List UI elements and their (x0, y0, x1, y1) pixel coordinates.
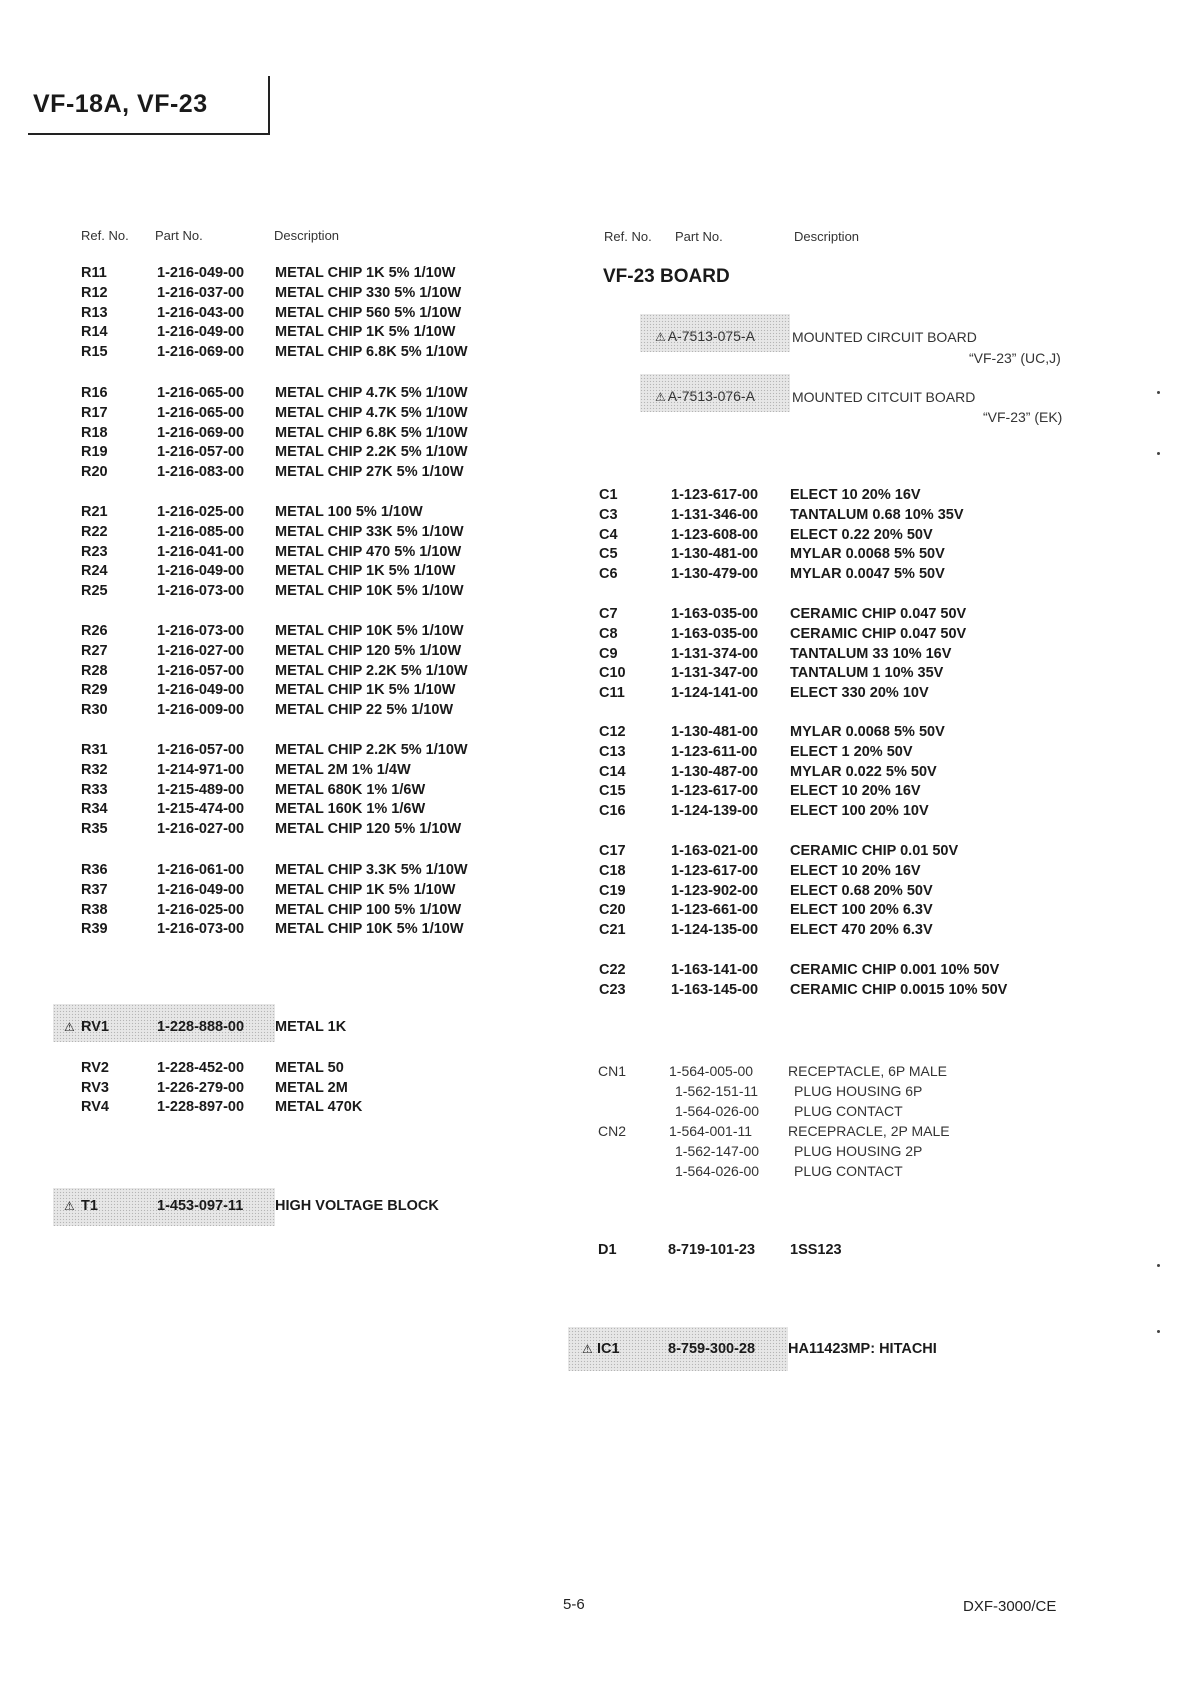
description: METAL CHIP 22 5% 1/10W (275, 702, 454, 719)
part-no: 1-163-021-00 (671, 843, 759, 859)
ref-no: C16 (599, 803, 626, 820)
description: ELECT 0.22 20% 50V (790, 526, 933, 543)
part-no: 1-226-279-00 (157, 1079, 245, 1096)
part-no: 1-216-057-00 (157, 662, 245, 679)
part-no: 1-216-037-00 (157, 284, 245, 301)
description: TANTALUM 1 10% 35V (790, 665, 944, 682)
part-no: 1-131-374-00 (671, 645, 759, 662)
ref-no: R20 (81, 464, 108, 481)
description: METAL CHIP 470 5% 1/10W (275, 543, 462, 560)
part-no: 1-216-049-00 (157, 265, 245, 281)
part-row-ic1 (0, 1339, 1190, 1359)
ref-no: R34 (81, 801, 108, 818)
ref-no: C4 (599, 526, 618, 543)
part-no: 1-216-083-00 (157, 464, 245, 481)
ref-no: R36 (81, 862, 108, 878)
part-no: 1-123-617-00 (671, 783, 759, 800)
description: METAL CHIP 10K 5% 1/10W (275, 921, 464, 938)
warning-icon: ⚠ (582, 1342, 593, 1356)
ref-no: C9 (599, 645, 618, 662)
ref-no: R13 (81, 304, 108, 321)
description: METAL CHIP 1K 5% 1/10W (275, 682, 456, 699)
part-no: 1-562-147-00 (675, 1143, 760, 1159)
part-row-rv1 (0, 1017, 600, 1037)
part-row (0, 525, 1190, 545)
ref-no: R30 (81, 702, 108, 719)
part-no: 1-123-608-00 (671, 526, 759, 543)
part-row (0, 581, 1190, 601)
ref-no: R22 (81, 523, 108, 540)
description: METAL CHIP 27K 5% 1/10W (275, 464, 464, 481)
part-no: 1-215-489-00 (157, 781, 245, 798)
part-row (0, 1101, 1190, 1121)
description: CERAMIC CHIP 0.01 50V (790, 843, 959, 859)
ref-no: C5 (599, 546, 618, 563)
description: METAL 1K (275, 1019, 347, 1035)
model-number: DXF-3000/CE (963, 1598, 1057, 1615)
description: METAL CHIP 6.8K 5% 1/10W (275, 344, 468, 361)
part-row (0, 1161, 1190, 1181)
punch-mark (1157, 452, 1160, 455)
description: METAL CHIP 100 5% 1/10W (275, 901, 462, 918)
ref-no: C8 (599, 625, 618, 642)
ref-no: R27 (81, 642, 108, 659)
part-row (0, 624, 1190, 644)
part-row (0, 881, 1190, 901)
part-no: 1-130-479-00 (671, 566, 759, 583)
part-no: 1-453-097-11 (157, 1198, 244, 1214)
part-row (0, 604, 1190, 624)
ref-no: R32 (81, 761, 108, 778)
part-no: 1-124-141-00 (671, 685, 759, 702)
description: HIGH VOLTAGE BLOCK (275, 1198, 439, 1214)
description: ELECT 10 20% 16V (790, 487, 921, 503)
board-row-2 (655, 388, 755, 404)
section-title: VF-23 BOARD (603, 266, 730, 287)
part-no: 1-131-347-00 (671, 665, 759, 682)
board-variant-1: “VF-23” (UC,J) (969, 350, 1061, 366)
ref-no: C1 (599, 487, 618, 503)
ref-no: R15 (81, 344, 108, 361)
ref-no: R19 (81, 444, 108, 461)
part-no: 1-216-069-00 (157, 424, 245, 441)
part-no: 1-215-474-00 (157, 801, 245, 818)
part-no: 1-216-057-00 (157, 742, 245, 758)
description: METAL CHIP 2.2K 5% 1/10W (275, 444, 468, 461)
ref-no: RV4 (81, 1099, 109, 1115)
part-no: 1-124-135-00 (671, 922, 759, 939)
part-no: 1-216-009-00 (157, 702, 245, 719)
part-no: 1-216-049-00 (157, 324, 245, 341)
header-desc-right: Description (794, 229, 860, 244)
description: HA11423MP: HITACHI (788, 1341, 937, 1357)
part-no: 1-123-661-00 (671, 902, 759, 919)
part-no: 1-562-151-11 (675, 1083, 759, 1099)
part-no: 1-216-049-00 (157, 682, 245, 699)
ref-no: CN2 (598, 1123, 627, 1139)
part-no: 1-228-888-00 (157, 1019, 245, 1035)
description: ELECT 470 20% 6.3V (790, 922, 933, 939)
header-desc-left: Description (274, 228, 340, 243)
description: ELECT 1 20% 50V (790, 743, 913, 760)
description: METAL CHIP 4.7K 5% 1/10W (275, 404, 468, 421)
part-no: 1-123-611-00 (671, 743, 758, 760)
part-no: 1-124-139-00 (671, 803, 759, 820)
description: MYLAR 0.0068 5% 50V (790, 724, 945, 740)
part-row (0, 1141, 1190, 1161)
ref-no: R17 (81, 404, 108, 421)
ref-no: C19 (599, 882, 626, 899)
ref-no: R29 (81, 682, 108, 699)
part-no: 1-216-069-00 (157, 344, 245, 361)
description: ELECT 0.68 20% 50V (790, 882, 933, 899)
part-no: 1-228-897-00 (157, 1099, 245, 1115)
part-row (0, 442, 1190, 462)
ref-no: R33 (81, 781, 108, 798)
part-no: 1-123-617-00 (671, 487, 759, 503)
description: METAL 50 (275, 1060, 344, 1076)
description: METAL CHIP 1K 5% 1/10W (275, 881, 456, 898)
part-no: A-7513-075-A (667, 328, 755, 344)
part-no: 8-759-300-28 (668, 1341, 756, 1357)
part-row (0, 283, 1190, 303)
ref-no: R38 (81, 901, 108, 918)
ref-no: IC1 (597, 1341, 620, 1357)
page-title: VF-18A, VF-23 (33, 90, 208, 118)
part-row (0, 505, 1190, 525)
description: ELECT 10 20% 16V (790, 862, 921, 879)
description: 1SS123 (790, 1242, 842, 1258)
description: METAL 160K 1% 1/6W (275, 801, 426, 818)
description: ELECT 10 20% 16V (790, 783, 921, 800)
part-no: 1-131-346-00 (671, 506, 759, 523)
part-row (0, 801, 1190, 821)
description: METAL CHIP 2.2K 5% 1/10W (275, 742, 468, 758)
description: MYLAR 0.022 5% 50V (790, 763, 937, 780)
description: METAL CHIP 1K 5% 1/10W (275, 563, 456, 580)
part-no: 1-216-027-00 (157, 821, 245, 838)
part-no: 1-130-487-00 (671, 763, 759, 780)
ref-no: C7 (599, 606, 618, 622)
ref-no: R31 (81, 742, 108, 758)
part-row (0, 303, 1190, 323)
part-no: 1-216-085-00 (157, 523, 245, 540)
part-no: 1-228-452-00 (157, 1060, 245, 1076)
description: METAL 470K (275, 1099, 363, 1115)
part-no: 1-216-049-00 (157, 881, 245, 898)
ref-no: R18 (81, 424, 108, 441)
ref-no: R23 (81, 543, 108, 560)
description: METAL CHIP 120 5% 1/10W (275, 642, 462, 659)
part-no: 1-216-061-00 (157, 862, 245, 878)
part-row (0, 781, 1190, 801)
description: METAL CHIP 33K 5% 1/10W (275, 523, 464, 540)
part-no: 1-163-035-00 (671, 625, 759, 642)
part-row (0, 841, 1190, 861)
part-no: 8-719-101-23 (668, 1242, 756, 1258)
description: TANTALUM 33 10% 16V (790, 645, 952, 662)
part-row (0, 644, 1190, 664)
description: METAL CHIP 10K 5% 1/10W (275, 623, 464, 639)
description: METAL CHIP 6.8K 5% 1/10W (275, 424, 468, 441)
ref-no: C15 (599, 783, 626, 800)
ref-no: C18 (599, 862, 626, 879)
description: PLUG HOUSING 6P (794, 1083, 923, 1099)
description: METAL CHIP 3.3K 5% 1/10W (275, 862, 468, 878)
part-row (0, 462, 1190, 482)
part-no: 1-564-026-00 (675, 1163, 760, 1179)
part-row (0, 1121, 1190, 1141)
description: PLUG HOUSING 2P (794, 1143, 923, 1159)
part-no: 1-216-065-00 (157, 385, 245, 401)
header-ref-right: Ref. No. (604, 229, 652, 244)
ref-no: R21 (81, 504, 108, 520)
part-row (0, 263, 1190, 283)
description: TANTALUM 0.68 10% 35V (790, 506, 964, 523)
warning-icon: ⚠ (64, 1199, 75, 1213)
part-no: 1-123-617-00 (671, 862, 759, 879)
description: METAL CHIP 1K 5% 1/10W (275, 324, 456, 341)
title-underline (28, 133, 270, 135)
ref-no: R25 (81, 583, 108, 600)
ref-no: D1 (598, 1242, 617, 1258)
part-no: 1-216-065-00 (157, 404, 245, 421)
ref-no: C20 (599, 902, 626, 919)
part-row (0, 861, 1190, 881)
description: ELECT 100 20% 10V (790, 803, 929, 820)
description: METAL 2M (275, 1079, 348, 1096)
description: CERAMIC CHIP 0.0015 10% 50V (790, 981, 1008, 998)
ref-no: C17 (599, 843, 626, 859)
part-row (0, 1061, 1190, 1081)
part-row (0, 485, 1190, 505)
ref-no: C21 (599, 922, 626, 939)
description: METAL CHIP 4.7K 5% 1/10W (275, 385, 468, 401)
part-row (0, 900, 1190, 920)
description: CERAMIC CHIP 0.047 50V (790, 606, 967, 622)
ref-no: R16 (81, 385, 108, 401)
ref-no: R37 (81, 881, 108, 898)
part-no: 1-216-073-00 (157, 623, 245, 639)
part-no: 1-216-073-00 (157, 583, 245, 600)
ref-no: C23 (599, 981, 626, 998)
part-no: 1-130-481-00 (671, 724, 759, 740)
description: CERAMIC CHIP 0.001 10% 50V (790, 962, 1000, 978)
header-ref-left: Ref. No. (81, 228, 129, 243)
part-no: 1-163-141-00 (671, 962, 759, 978)
description: RECEPTACLE, 6P MALE (788, 1063, 947, 1079)
description: METAL 2M 1% 1/4W (275, 761, 411, 778)
part-no: 1-564-026-00 (675, 1103, 760, 1119)
part-no: 1-216-027-00 (157, 642, 245, 659)
description: PLUG CONTACT (794, 1103, 903, 1119)
part-no: 1-216-025-00 (157, 504, 245, 520)
part-row (0, 722, 1190, 742)
part-row (0, 564, 1190, 584)
ref-no: C6 (599, 566, 618, 583)
description: MYLAR 0.0047 5% 50V (790, 566, 945, 583)
part-no: 1-216-043-00 (157, 304, 245, 321)
description: RECEPRACLE, 2P MALE (788, 1123, 950, 1139)
ref-no: T1 (81, 1198, 98, 1214)
part-no: 1-564-001-11 (669, 1123, 753, 1139)
board-variant-2: “VF-23” (EK) (983, 409, 1063, 425)
description: METAL 680K 1% 1/6W (275, 781, 426, 798)
part-row (0, 742, 1190, 762)
ref-no: RV3 (81, 1079, 109, 1096)
part-no: A-7513-076-A (667, 388, 755, 404)
punch-mark (1157, 1330, 1160, 1333)
part-no: 1-163-145-00 (671, 981, 759, 998)
part-no: 1-564-005-00 (669, 1063, 754, 1079)
description: METAL CHIP 560 5% 1/10W (275, 304, 462, 321)
part-row (0, 960, 1190, 980)
title-divider (268, 76, 270, 135)
part-row-d1 (0, 1240, 1190, 1260)
board-desc-2: MOUNTED CITCUIT BOARD (792, 389, 976, 405)
ref-no: R14 (81, 324, 108, 341)
description: METAL CHIP 330 5% 1/10W (275, 284, 462, 301)
part-row (0, 819, 1190, 839)
description: METAL CHIP 2.2K 5% 1/10W (275, 662, 468, 679)
part-no: 1-130-481-00 (671, 546, 759, 563)
ref-no: CN1 (598, 1063, 627, 1079)
ref-no: C10 (599, 665, 626, 682)
part-row-t1 (0, 1196, 600, 1216)
part-row (0, 762, 1190, 782)
description: CERAMIC CHIP 0.047 50V (790, 625, 967, 642)
warning-icon: ⚠ (655, 330, 666, 344)
part-row (0, 920, 1190, 940)
warning-icon: ⚠ (655, 390, 666, 404)
description: ELECT 330 20% 10V (790, 685, 929, 702)
part-row (0, 322, 1190, 342)
punch-mark (1157, 391, 1160, 394)
ref-no: R12 (81, 284, 108, 301)
ref-no: R28 (81, 662, 108, 679)
part-no: 1-216-025-00 (157, 901, 245, 918)
board-row-1 (655, 328, 755, 344)
part-row (0, 663, 1190, 683)
ref-no: C22 (599, 962, 626, 978)
part-row (0, 423, 1190, 443)
ref-no: RV2 (81, 1060, 109, 1076)
part-row (0, 1081, 1190, 1101)
part-no: 1-216-057-00 (157, 444, 245, 461)
ref-no: C11 (599, 685, 625, 702)
part-no: 1-123-902-00 (671, 882, 759, 899)
part-no: 1-214-971-00 (157, 761, 245, 778)
header-part-right: Part No. (675, 229, 723, 244)
description: MYLAR 0.0068 5% 50V (790, 546, 945, 563)
part-row (0, 383, 1190, 403)
part-row (0, 544, 1190, 564)
ref-no: R24 (81, 563, 108, 580)
punch-mark (1157, 1264, 1160, 1267)
description: METAL CHIP 120 5% 1/10W (275, 821, 462, 838)
description: METAL CHIP 1K 5% 1/10W (275, 265, 456, 281)
part-row (0, 683, 1190, 703)
description: ELECT 100 20% 6.3V (790, 902, 933, 919)
part-no: 1-163-035-00 (671, 606, 759, 622)
part-no: 1-216-073-00 (157, 921, 245, 938)
ref-no: R26 (81, 623, 108, 639)
ref-no: RV1 (81, 1019, 109, 1035)
ref-no: R11 (81, 265, 107, 281)
header-part-left: Part No. (155, 228, 203, 243)
part-row (0, 980, 1190, 1000)
description: METAL 100 5% 1/10W (275, 504, 423, 520)
ref-no: R35 (81, 821, 108, 838)
description: PLUG CONTACT (794, 1163, 903, 1179)
warning-icon: ⚠ (64, 1020, 75, 1034)
ref-no: C13 (599, 743, 626, 760)
ref-no: C3 (599, 506, 618, 523)
part-no: 1-216-049-00 (157, 563, 245, 580)
description: METAL CHIP 10K 5% 1/10W (275, 583, 464, 600)
ref-no: C14 (599, 763, 626, 780)
page-number: 5-6 (563, 1596, 585, 1613)
part-row (0, 700, 1190, 720)
ref-no: C12 (599, 724, 626, 740)
part-no: 1-216-041-00 (157, 543, 245, 560)
ref-no: R39 (81, 921, 108, 938)
board-desc-1: MOUNTED CIRCUIT BOARD (792, 329, 977, 345)
